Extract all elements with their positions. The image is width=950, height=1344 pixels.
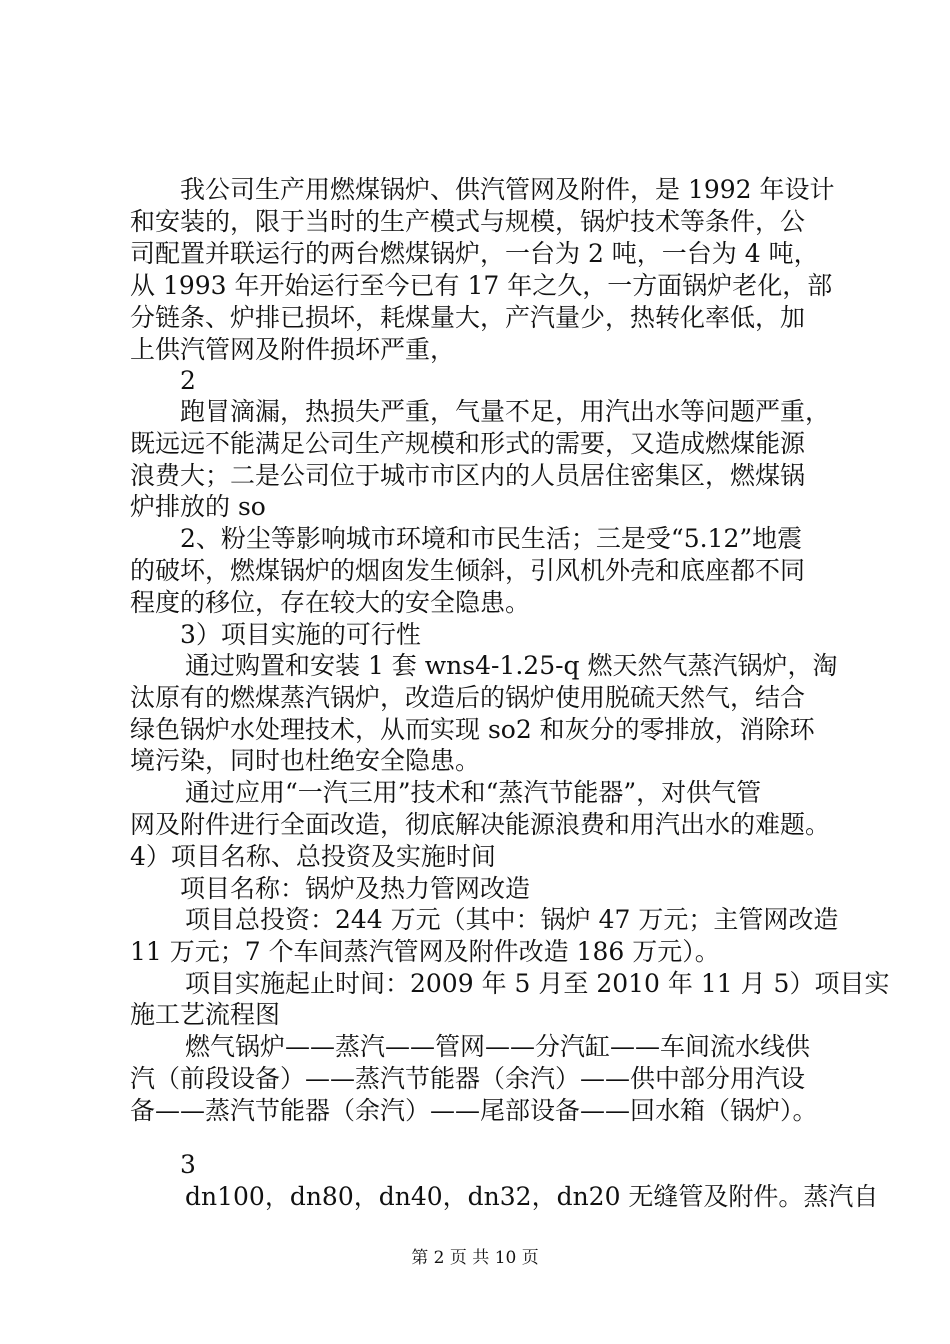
text-line-12: 2、粉尘等影响城市环境和市民生活；三是受“5.12”地震 (180, 524, 803, 553)
text-line-2: 和安装的，限于当时的生产模式与规模，锅炉技术等条件，公 (130, 207, 806, 236)
text-line-6: 上供汽管网及附件损坏严重， (130, 335, 456, 364)
text-line-11: 炉排放的 so (130, 492, 266, 521)
text-line-16: 通过购置和安装 1 套 wns4-1.25-q 燃天然气蒸汽锅炉，淘 (185, 651, 838, 680)
text-line-9: 既远远不能满足公司生产规模和形式的需要，又造成燃煤能源 (130, 429, 806, 458)
page-footer: 第 2 页 共 10 页 (411, 1248, 539, 1268)
page-number-marker-3: 3 (180, 1150, 196, 1179)
text-line-19: 境污染，同时也杜绝安全隐患。 (130, 746, 481, 775)
page-number-marker-2: 2 (180, 366, 196, 395)
text-line-8: 跑冒滴漏，热损失严重，气量不足，用汽出水等问题严重， (180, 397, 831, 426)
section-heading-3: 3）项目实施的可行性 (180, 620, 421, 649)
text-line-5: 分链条、炉排已损坏，耗煤量大，产汽量少，热转化率低，加 (130, 303, 806, 332)
text-line-23: 项目名称：锅炉及热力管网改造 (180, 874, 531, 903)
text-line-14: 程度的移位，存在较大的安全隐患。 (130, 588, 531, 617)
text-line-26: 项目实施起止时间：2009 年 5 月至 2010 年 11 月 5）项目实 (185, 969, 890, 998)
text-line-20: 通过应用“一汽三用”技术和“蒸汽节能器”，对供气管 (185, 778, 762, 807)
text-line-24: 项目总投资：244 万元（其中：锅炉 47 万元；主管网改造 (185, 905, 839, 934)
section-heading-4: 4）项目名称、总投资及实施时间 (130, 842, 496, 871)
text-line-30: 备——蒸汽节能器（余汽）——尾部设备——回水箱（锅炉）。 (130, 1096, 818, 1125)
text-line-3: 司配置并联运行的两台燃煤锅炉，一台为 2 吨，一台为 4 吨， (130, 239, 819, 268)
text-line-4: 从 1993 年开始运行至今已有 17 年之久，一方面锅炉老化，部 (130, 271, 833, 300)
text-line-17: 汰原有的燃煤蒸汽锅炉，改造后的锅炉使用脱硫天然气，结合 (130, 683, 806, 712)
text-line-29: 汽（前段设备）——蒸汽节能器（余汽）——供中部分用汽设 (130, 1064, 806, 1093)
text-line-13: 的破坏，燃煤锅炉的烟囱发生倾斜，引风机外壳和底座都不同 (130, 556, 806, 585)
text-line-10: 浪费大；二是公司位于城市市区内的人员居住密集区，燃煤锅 (130, 461, 806, 490)
text-line-21: 网及附件进行全面改造，彻底解决能源浪费和用汽出水的难题。 (130, 810, 831, 839)
text-line-27: 施工艺流程图 (130, 1000, 281, 1029)
text-line-28: 燃气锅炉——蒸汽——管网——分汽缸——车间流水线供 (185, 1032, 811, 1061)
text-line-1: 我公司生产用燃煤锅炉、供汽管网及附件，是 1992 年设计 (180, 175, 835, 204)
text-line-25: 11 万元；7 个车间蒸汽管网及附件改造 186 万元）。 (130, 937, 720, 966)
text-line-32: dn100，dn80，dn40，dn32，dn20 无缝管及附件。蒸汽自 (185, 1182, 879, 1211)
text-line-18: 绿色锅炉水处理技术，从而实现 so2 和灰分的零排放，消除环 (130, 715, 815, 744)
